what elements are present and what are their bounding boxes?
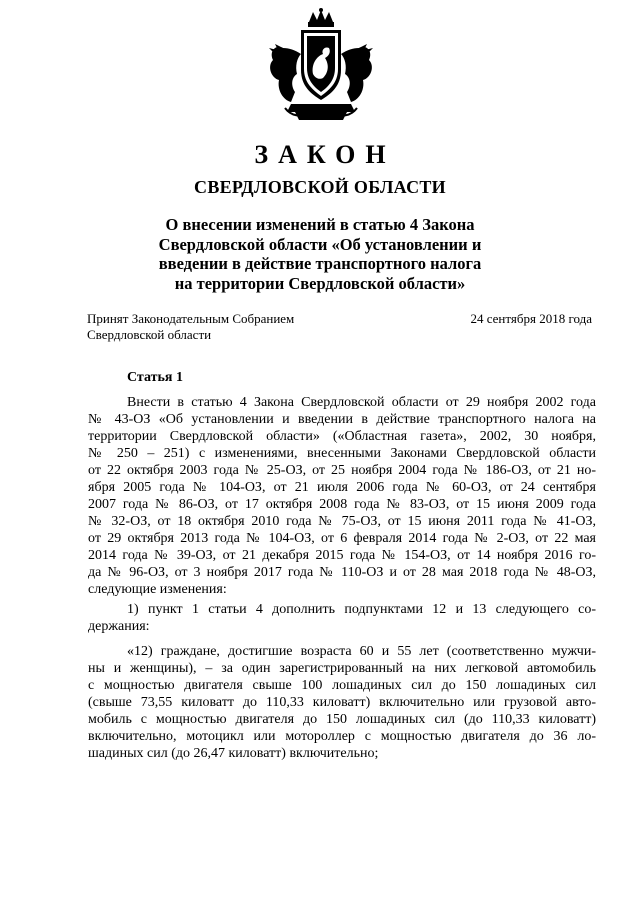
text-line: (свыше 73,55 киловатт до 110,33 киловатт) включительно или грузовой авто-	[88, 695, 596, 710]
article-paragraph-1	[88, 394, 596, 598]
document-title: ЗАКОН	[254, 140, 396, 169]
text-line: «12) граждане, достигшие возраста 60 и 55 лет (соответственно мужчи-	[127, 644, 596, 659]
text-line: № 250 – 251) с изменениями, внесенными Законами Свердловской области	[88, 446, 596, 461]
law-subject-line: на территории Свердловской области»	[174, 273, 466, 293]
article-paragraph-3	[88, 643, 596, 762]
adopted-by	[87, 311, 294, 343]
text-line: с мощностью двигателя свыше 100 лошадиных сил до 150 лошадиных сил	[88, 678, 596, 693]
text-line: да № 96-ОЗ, от 3 ноября 2017 года № 110-ОЗ и от 28 мая 2018 года № 48-ОЗ,	[88, 565, 596, 580]
text-line: территории Свердловской области» («Областная газета», 2002, 30 ноября,	[88, 429, 596, 444]
text-line: от 29 октября 2013 года № 104-ОЗ, от 6 февраля 2014 года № 2-ОЗ, от 22 мая	[88, 531, 596, 546]
adopted-by-line: Принят Законодательным Собранием	[87, 311, 295, 326]
adoption-date: 24 сентября 2018 года	[470, 311, 592, 326]
text-line: ны и женщины), – за один зарегистрированный на них легковой автомобиль	[88, 661, 596, 676]
document-subtitle: СВЕРДЛОВСКОЙ ОБЛАСТИ	[194, 177, 446, 197]
text-line: мобиль с мощностью двигателя до 150 лошадиных сил (до 110,33 киловатт)	[88, 712, 596, 727]
law-subject-line: Свердловской области «Об установлении и	[158, 234, 482, 254]
text-line: № 43-ОЗ «Об установлении и введении в действие транспортного налога на	[88, 412, 596, 427]
text-line: держания:	[88, 619, 150, 634]
text-line: следующие изменения:	[88, 582, 227, 597]
law-subject-line: введении в действие транспортного налога	[158, 254, 482, 273]
text-line: 2007 года № 86-ОЗ, от 17 октября 2008 года № 83-ОЗ, от 15 июня 2009 года	[88, 497, 596, 512]
article-paragraph-2	[88, 601, 596, 635]
text-line: от 22 октября 2003 года № 25-ОЗ, от 25 ноября 2004 года № 186-ОЗ, от 21 но-	[88, 463, 596, 478]
law-subject	[120, 215, 520, 293]
article-heading: Статья 1	[127, 370, 183, 385]
adopted-by-line: Свердловской области	[87, 327, 212, 342]
text-line: 1) пункт 1 статьи 4 дополнить подпунктами 12 и 13 следующего со-	[127, 602, 596, 617]
law-subject-line: О внесении изменений в статью 4 Закона	[165, 215, 475, 234]
coat-of-arms-icon	[261, 8, 381, 128]
text-line: шадиных сил (до 26,47 киловатт) включительно;	[88, 746, 379, 761]
text-line: ября 2005 года № 104-ОЗ, от 21 июля 2006 года № 60-ОЗ, от 24 сентября	[88, 480, 596, 495]
text-line: включительно, мотоцикл или мотороллер с мощностью двигателя до 36 ло-	[88, 729, 596, 744]
text-line: 2014 года № 39-ОЗ, от 21 декабря 2015 года № 154-ОЗ, от 14 ноября 2016 го-	[88, 548, 596, 563]
text-line: Внести в статью 4 Закона Свердловской области от 29 ноября 2002 года	[127, 395, 596, 410]
text-line: № 32-ОЗ, от 18 октября 2010 года № 75-ОЗ, от 15 июня 2011 года № 41-ОЗ,	[88, 514, 596, 529]
